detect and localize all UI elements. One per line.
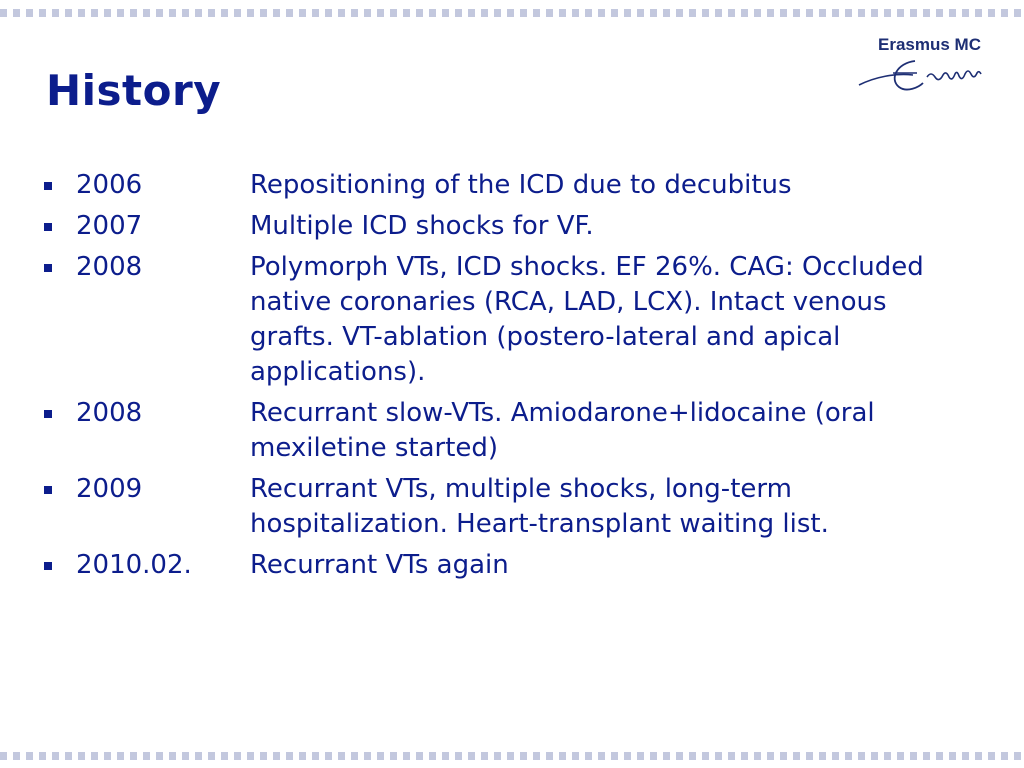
history-list [44, 168, 1004, 589]
history-year: 2010.02. [76, 550, 192, 580]
square-bullet-icon [44, 486, 52, 494]
erasmus-mc-logo [855, 35, 1000, 99]
square-bullet-icon [44, 223, 52, 231]
history-year: 2008 [76, 398, 143, 428]
history-text: Recurrant VTs, multiple shocks, long-term hospitalization. Heart-transplant waiting list. [250, 474, 829, 539]
history-text: Multiple ICD shocks for VF. [250, 211, 594, 241]
square-bullet-icon [44, 410, 52, 418]
top-dashed-border [0, 9, 1024, 17]
square-bullet-icon [44, 182, 52, 190]
history-item [44, 396, 1004, 466]
history-text: Recurrant slow-VTs. Amiodarone+lidocaine (oral mexiletine started) [250, 398, 875, 463]
square-bullet-icon [44, 562, 52, 570]
history-text: Repositioning of the ICD due to decubitus [250, 170, 792, 200]
history-year: 2006 [76, 170, 143, 200]
erasmus-signature-icon [855, 53, 1000, 99]
history-year: 2007 [76, 211, 143, 241]
history-year: 2008 [76, 252, 143, 282]
history-item [44, 250, 1004, 390]
history-text: Recurrant VTs again [250, 550, 509, 580]
history-item [44, 168, 1004, 203]
slide-title: History [46, 66, 222, 115]
bottom-dashed-border [0, 752, 1024, 760]
logo-wordmark: Erasmus MC [878, 35, 981, 54]
history-item [44, 472, 1004, 542]
history-year: 2009 [76, 474, 143, 504]
history-item [44, 548, 1004, 583]
history-text: Polymorph VTs, ICD shocks. EF 26%. CAG: Occluded native coronaries (RCA, LAD, LCX). Intact venous grafts. VT-ablation (postero-lateral and apical applications). [250, 252, 924, 387]
square-bullet-icon [44, 264, 52, 272]
history-item [44, 209, 1004, 244]
